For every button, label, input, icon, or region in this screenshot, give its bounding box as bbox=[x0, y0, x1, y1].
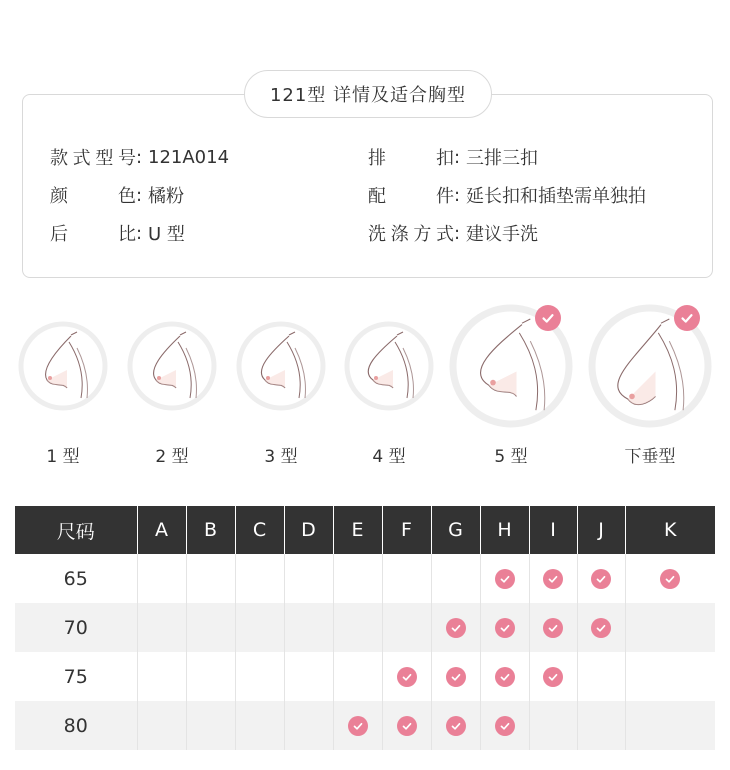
size-column-header: 尺码 bbox=[15, 506, 137, 554]
cup-column-header: C bbox=[235, 506, 284, 554]
breast-illustration-icon bbox=[126, 320, 218, 412]
spec-key: 洗涤方式 bbox=[368, 224, 454, 245]
cup-fit-cell bbox=[431, 652, 480, 701]
cup-fit-cell bbox=[577, 652, 625, 701]
cup-fit-cell bbox=[137, 603, 186, 652]
cup-fit-cell bbox=[284, 603, 333, 652]
fit-check-icon bbox=[446, 667, 466, 687]
fit-check-icon bbox=[397, 667, 417, 687]
fit-check-icon bbox=[660, 569, 680, 589]
cup-fit-cell bbox=[382, 701, 431, 750]
band-size-cell: 75 bbox=[63, 665, 88, 688]
spec-value: 橘粉 bbox=[148, 186, 184, 207]
spec-key: 配件 bbox=[368, 186, 454, 207]
spec-value: 延长扣和插垫需单独拍 bbox=[466, 186, 646, 207]
fit-check-icon bbox=[543, 618, 563, 638]
cup-column-header: D bbox=[284, 506, 333, 554]
cup-fit-cell bbox=[577, 701, 625, 750]
cup-column-header: H bbox=[480, 506, 529, 554]
cup-fit-cell bbox=[235, 652, 284, 701]
spec-value: 121A014 bbox=[148, 146, 230, 168]
cup-fit-cell bbox=[382, 652, 431, 701]
cup-fit-cell bbox=[577, 603, 625, 652]
spec-value: 建议手洗 bbox=[466, 224, 538, 245]
cup-fit-cell bbox=[625, 603, 715, 652]
spec-washing: 洗涤方式 : 建议手洗 bbox=[368, 220, 538, 246]
fit-check-icon bbox=[543, 569, 563, 589]
band-size-cell: 70 bbox=[15, 603, 137, 652]
cup-fit-cell bbox=[480, 701, 529, 750]
fit-check-icon bbox=[591, 618, 611, 638]
breast-illustration-icon bbox=[343, 320, 435, 412]
fit-check-icon bbox=[543, 667, 563, 687]
cup-fit-cell bbox=[480, 652, 529, 701]
cup-column-header: J bbox=[577, 506, 625, 554]
cup-fit-cell bbox=[625, 652, 715, 701]
breast-shape-label: 2 型 bbox=[155, 447, 189, 467]
spec-key: 排扣 bbox=[368, 148, 454, 169]
cup-fit-cell bbox=[186, 652, 235, 701]
fit-check-icon bbox=[591, 569, 611, 589]
cup-fit-cell bbox=[186, 554, 235, 603]
band-size-cell: 65 bbox=[63, 567, 88, 590]
breast-shape-label: 4 型 bbox=[372, 447, 406, 467]
card-title: 121型 详情及适合胸型 bbox=[244, 70, 492, 118]
fit-check-icon bbox=[495, 618, 515, 638]
cup-fit-cell bbox=[625, 701, 715, 750]
spec-accessories: 配件 : 延长扣和插垫需单独拍 bbox=[368, 182, 646, 208]
cup-fit-cell bbox=[333, 701, 382, 750]
cup-fit-cell bbox=[333, 554, 382, 603]
spec-key: 后比 bbox=[50, 224, 136, 245]
cup-fit-cell bbox=[431, 554, 480, 603]
cup-fit-cell bbox=[284, 554, 333, 603]
spec-key: 颜色 bbox=[50, 186, 136, 207]
size-table bbox=[15, 506, 715, 750]
cup-fit-cell bbox=[382, 603, 431, 652]
cup-fit-cell bbox=[480, 554, 529, 603]
cup-column-header: G bbox=[431, 506, 480, 554]
cup-fit-cell bbox=[529, 554, 577, 603]
cup-fit-cell bbox=[529, 652, 577, 701]
fit-check-icon bbox=[446, 618, 466, 638]
breast-shape-2 bbox=[126, 320, 218, 412]
cup-column-header: F bbox=[382, 506, 431, 554]
cup-fit-cell bbox=[137, 554, 186, 603]
cup-column-header: E bbox=[333, 506, 382, 554]
breast-illustration-icon bbox=[235, 320, 327, 412]
breast-shape-4 bbox=[343, 320, 435, 412]
cup-fit-cell bbox=[235, 603, 284, 652]
size-table-header bbox=[15, 506, 715, 554]
fit-check-icon bbox=[446, 716, 466, 736]
table-row bbox=[15, 603, 715, 652]
cup-fit-cell bbox=[529, 603, 577, 652]
table-row bbox=[15, 652, 715, 701]
spec-value: 三排三扣 bbox=[466, 148, 538, 169]
cup-fit-cell bbox=[382, 554, 431, 603]
cup-fit-cell bbox=[431, 701, 480, 750]
cup-column-header: B bbox=[186, 506, 235, 554]
cup-fit-cell bbox=[431, 603, 480, 652]
spec-back-shape: 后比 : U 型 bbox=[50, 220, 185, 246]
cup-fit-cell bbox=[186, 603, 235, 652]
cup-fit-cell bbox=[284, 701, 333, 750]
cup-fit-cell bbox=[529, 701, 577, 750]
cup-fit-cell bbox=[625, 554, 715, 603]
spec-key: 款式型号 bbox=[50, 148, 136, 169]
spec-hooks: 排扣 : 三排三扣 bbox=[368, 144, 538, 170]
cup-fit-cell bbox=[137, 652, 186, 701]
spec-color: 颜色 : 橘粉 bbox=[50, 182, 184, 208]
fit-check-icon bbox=[348, 716, 368, 736]
cup-fit-cell bbox=[186, 701, 235, 750]
breast-shape-label: 1 型 bbox=[46, 447, 80, 467]
cup-column-header: K bbox=[625, 506, 715, 554]
cup-fit-cell bbox=[235, 554, 284, 603]
breast-shape-label: 下垂型 bbox=[624, 447, 676, 467]
breast-shape-1 bbox=[17, 320, 109, 412]
table-row bbox=[15, 701, 715, 750]
spec-model: 款式型号 : 121A014 bbox=[50, 144, 229, 170]
cup-fit-cell bbox=[235, 701, 284, 750]
cup-fit-cell bbox=[577, 554, 625, 603]
cup-fit-cell bbox=[284, 652, 333, 701]
fit-check-icon bbox=[495, 569, 515, 589]
cup-fit-cell bbox=[137, 701, 186, 750]
breast-shape-label: 3 型 bbox=[264, 447, 298, 467]
cup-column-header: A bbox=[137, 506, 186, 554]
spec-value: U 型 bbox=[148, 224, 185, 245]
band-size-cell: 80 bbox=[15, 701, 137, 750]
breast-shape-label: 5 型 bbox=[494, 447, 528, 467]
fit-check-icon bbox=[397, 716, 417, 736]
fit-check-icon bbox=[495, 667, 515, 687]
table-row bbox=[15, 554, 715, 603]
cup-fit-cell bbox=[333, 652, 382, 701]
cup-fit-cell bbox=[480, 603, 529, 652]
breast-illustration-icon bbox=[17, 320, 109, 412]
cup-fit-cell bbox=[333, 603, 382, 652]
fit-check-icon bbox=[495, 716, 515, 736]
cup-column-header: I bbox=[529, 506, 577, 554]
breast-shape-3 bbox=[235, 320, 327, 412]
